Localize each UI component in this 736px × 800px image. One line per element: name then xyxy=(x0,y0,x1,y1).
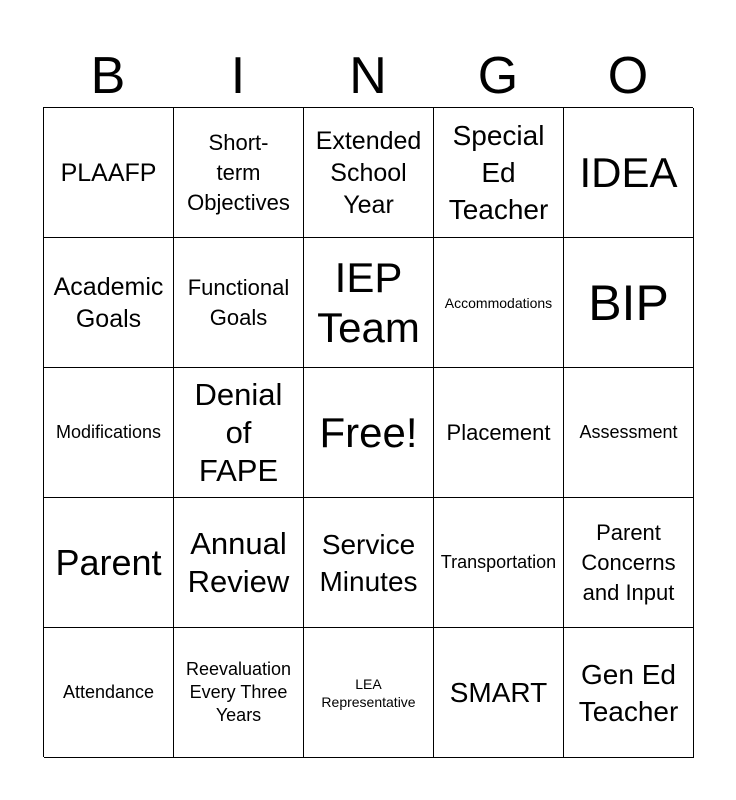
header-letter-g: G xyxy=(477,47,519,105)
header-letter-b: B xyxy=(90,47,126,105)
bingo-cell: BIP xyxy=(564,238,694,368)
bingo-cell: Placement xyxy=(434,368,564,498)
bingo-cell: Attendance xyxy=(44,628,174,758)
bingo-cell: Gen Ed Teacher xyxy=(564,628,694,758)
bingo-cell: Reevaluation Every Three Years xyxy=(174,628,304,758)
bingo-cell: Special Ed Teacher xyxy=(434,108,564,238)
bingo-cell: PLAAFP xyxy=(44,108,174,238)
bingo-cell: IDEA xyxy=(564,108,694,238)
bingo-cell: Denial of FAPE xyxy=(174,368,304,498)
header-letter-o: O xyxy=(607,47,649,105)
bingo-cell: Service Minutes xyxy=(304,498,434,628)
bingo-cell: Parent Concerns and Input xyxy=(564,498,694,628)
bingo-cell: Assessment xyxy=(564,368,694,498)
bingo-cell: LEA Representative xyxy=(304,628,434,758)
header-letter-i: I xyxy=(230,47,246,105)
bingo-cell: SMART xyxy=(434,628,564,758)
bingo-cell: Short-term Objectives xyxy=(174,108,304,238)
bingo-cell: Modifications xyxy=(44,368,174,498)
bingo-cell: Academic Goals xyxy=(44,238,174,368)
bingo-cell: Transportation xyxy=(434,498,564,628)
header-letter-n: N xyxy=(349,47,387,105)
bingo-board xyxy=(43,107,693,757)
bingo-header xyxy=(43,46,693,106)
bingo-cell: Functional Goals xyxy=(174,238,304,368)
bingo-cell: Extended School Year xyxy=(304,108,434,238)
bingo-cell: IEP Team xyxy=(304,238,434,368)
bingo-cell: Free! xyxy=(304,368,434,498)
bingo-cell: Parent xyxy=(44,498,174,628)
bingo-cell: Annual Review xyxy=(174,498,304,628)
bingo-cell: Accommodations xyxy=(434,238,564,368)
